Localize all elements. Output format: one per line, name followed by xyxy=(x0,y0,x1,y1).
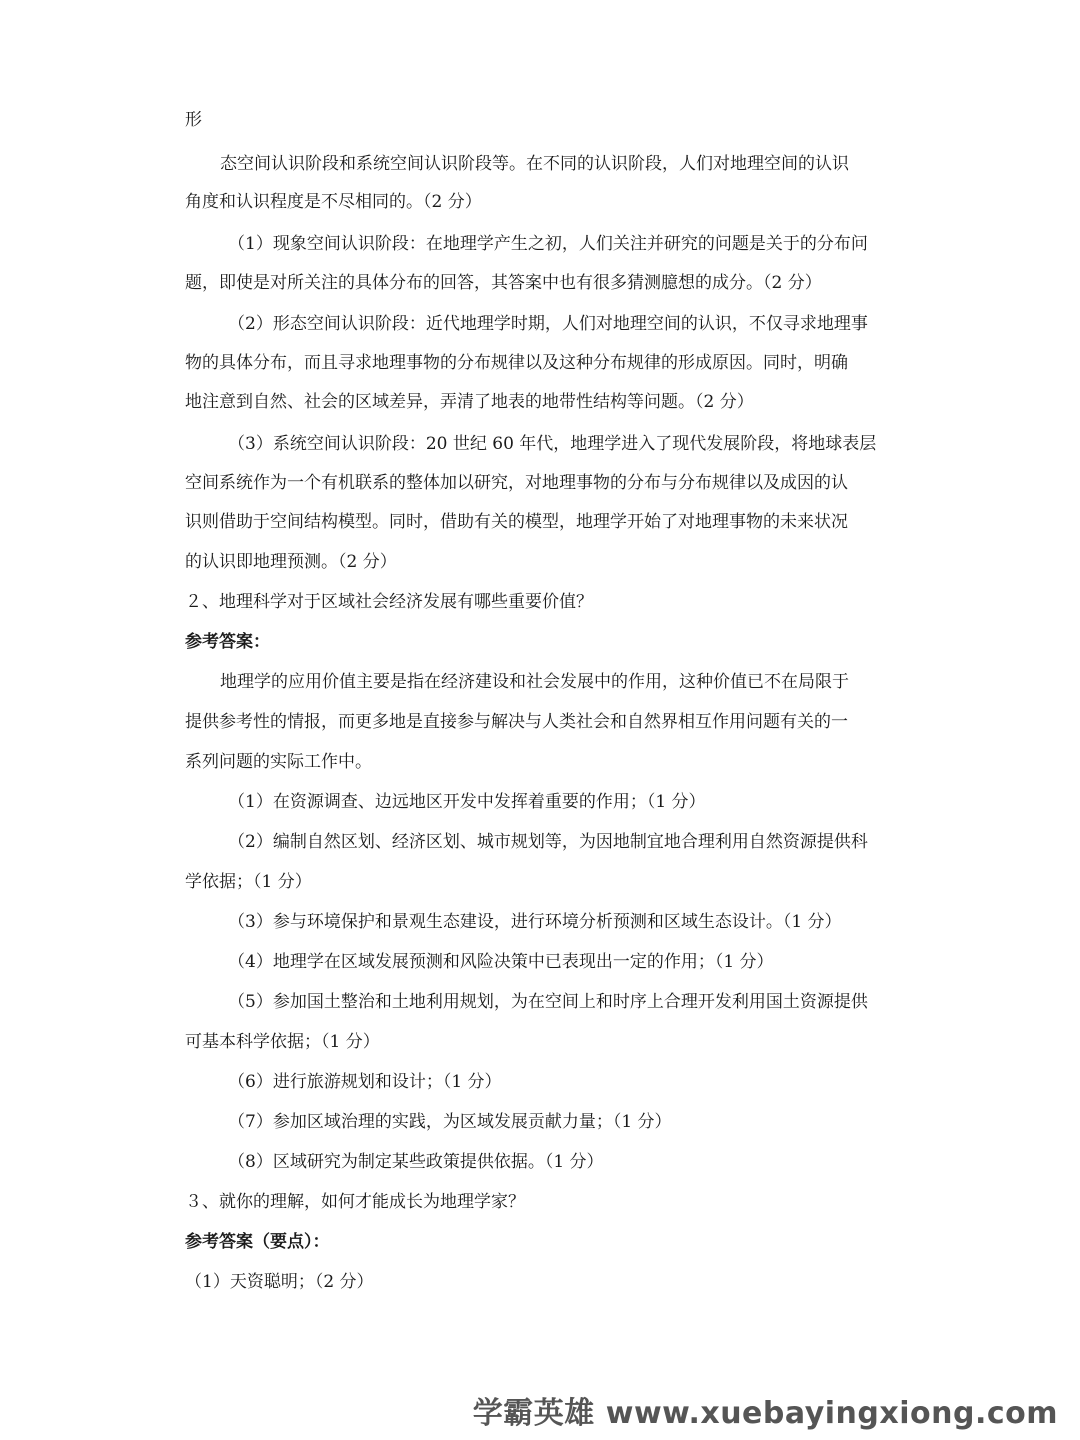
question-heading: ３、就你的理解，如何才能成长为地理学家？ xyxy=(185,1192,525,1212)
text-line: 提供参考性的情报，而更多地是直接参与解决与人类社会和自然界相互作用问题有关的一 xyxy=(185,712,848,732)
text-line: 的认识即地理预测。（2 分） xyxy=(185,552,397,572)
text-line: 态空间认识阶段和系统空间认识阶段等。在不同的认识阶段，人们对地理空间的认识 xyxy=(220,154,849,174)
watermark: 学霸英雄 www.xuebayingxiong.com xyxy=(472,1396,1058,1431)
text-line: 空间系统作为一个有机联系的整体加以研究，对地理事物的分布与分布规律以及成因的认 xyxy=(185,473,848,493)
text-line: 系列问题的实际工作中。 xyxy=(185,752,372,772)
text-line: （6）进行旅游规划和设计；（1 分） xyxy=(228,1072,502,1092)
text-line: （4）地理学在区域发展预测和风险决策中已表现出一定的作用；（1 分） xyxy=(228,952,774,972)
text-line: 可基本科学依据；（1 分） xyxy=(185,1032,380,1052)
text-line: 角度和认识程度是不尽相同的。（2 分） xyxy=(185,192,482,212)
text-line: （5）参加国土整治和土地利用规划，为在空间上和时序上合理开发利用国土资源提供 xyxy=(228,992,868,1012)
text-line: （2）编制自然区划、经济区划、城市规划等，为因地制宜地合理利用自然资源提供科 xyxy=(228,832,868,852)
text-line: （7）参加区域治理的实践，为区域发展贡献力量；（1 分） xyxy=(228,1112,672,1132)
text-line: 识则借助于空间结构模型。同时，借助有关的模型，地理学开始了对地理事物的未来状况 xyxy=(185,512,848,532)
text-line: 物的具体分布，而且寻求地理事物的分布规律以及这种分布规律的形成原因。同时，明确 xyxy=(185,353,848,373)
text-line: （1）在资源调查、边远地区开发中发挥着重要的作用；（1 分） xyxy=(228,792,706,812)
text-line: 题，即使是对所关注的具体分布的回答，其答案中也有很多猜测臆想的成分。（2 分） xyxy=(185,273,822,293)
answer-heading: 参考答案： xyxy=(185,632,270,652)
text-line: 学依据；（1 分） xyxy=(185,872,312,892)
text-line: 形 xyxy=(185,110,202,130)
text-line: （3）参与环境保护和景观生态建设，进行环境分析预测和区域生态设计。（1 分） xyxy=(228,912,842,932)
text-line: 地理学的应用价值主要是指在经济建设和社会发展中的作用，这种价值已不在局限于 xyxy=(220,672,849,692)
text-line: （1）天资聪明；（2 分） xyxy=(185,1272,374,1292)
text-line: （8）区域研究为制定某些政策提供依据。（1 分） xyxy=(228,1152,604,1172)
text-line: （2）形态空间认识阶段：近代地理学时期，人们对地理空间的认识，不仅寻求地理事 xyxy=(228,314,868,334)
answer-heading: 参考答案（要点）： xyxy=(185,1232,330,1252)
text-line: 地注意到自然、社会的区域差异，弄清了地表的地带性结构等问题。（2 分） xyxy=(185,392,754,412)
question-heading: ２、地理科学对于区域社会经济发展有哪些重要价值？ xyxy=(185,592,593,612)
text-line: （3）系统空间认识阶段：20 世纪 60 年代，地理学进入了现代发展阶段，将地球表层 xyxy=(228,434,877,454)
text-line: （1）现象空间认识阶段：在地理学产生之初，人们关注并研究的问题是关于的分布问 xyxy=(228,234,868,254)
